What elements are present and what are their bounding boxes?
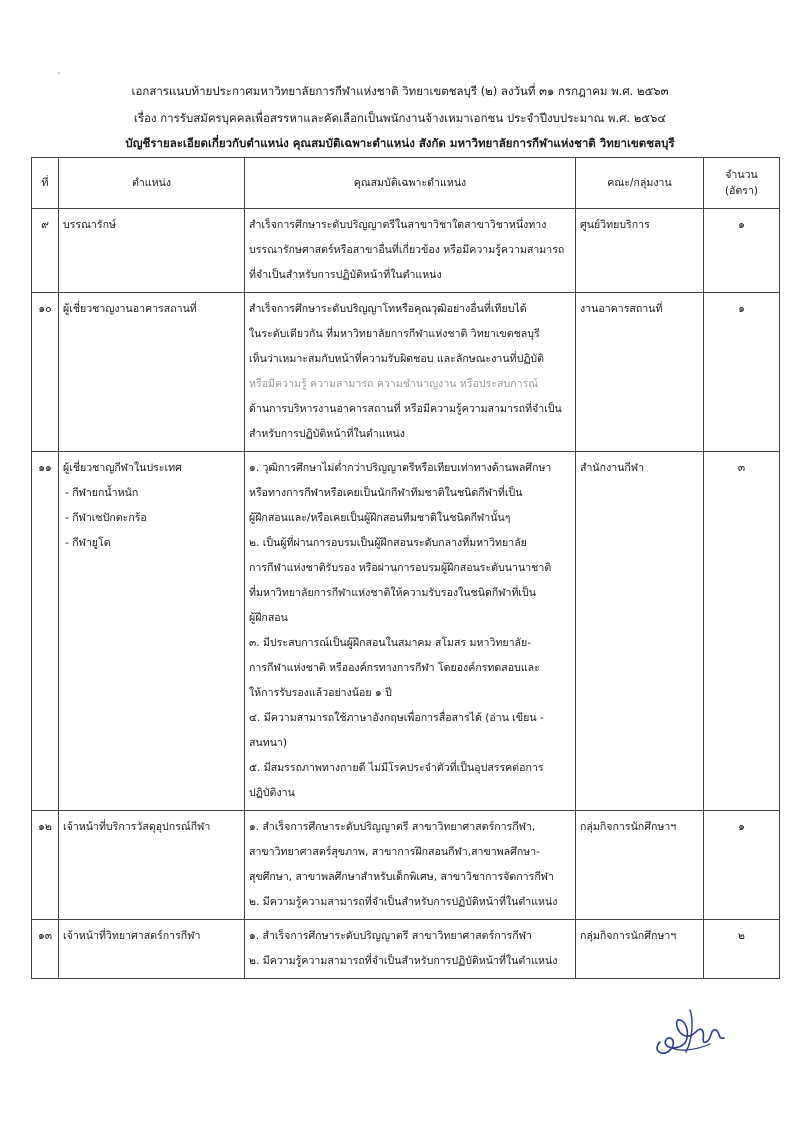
qualification-line: ปฏิบัติงาน (249, 787, 295, 799)
col-header-no: ที่ (32, 158, 59, 209)
row-position (59, 811, 245, 920)
row-qualification (245, 811, 576, 920)
row-count: ๑ (704, 811, 780, 920)
row-unit: ศูนย์วิทยบริการ (576, 209, 704, 293)
qualification-line: การกีฬาแห่งชาติรับรอง หรือผ่านการอบรมผู้ฝึกสอนระดับนานาชาติ (249, 562, 552, 574)
col-header-unit: คณะ/กลุ่มงาน (576, 158, 704, 209)
position-sub-item: - กีฬายูโด (65, 537, 111, 549)
position-title: ผู้เชี่ยวชาญงานอาคารสถานที่ (63, 303, 197, 315)
row-position (59, 209, 245, 293)
row-number: ๑๓ (32, 920, 59, 979)
qualification-line: ๒. มีความรู้ความสามารถที่จำเป็นสำหรับการปฏิบัติหน้าที่ในตำแหน่ง (249, 955, 558, 967)
row-count: ๑ (704, 209, 780, 293)
row-unit: กลุ่มกิจการนักศึกษาฯ (576, 920, 704, 979)
position-title: ผู้เชี่ยวชาญกีฬาในประเทศ (63, 462, 182, 474)
row-unit: สำนักงานกีฬา (576, 452, 704, 811)
qualification-line: ๓. มีประสบการณ์เป็นผู้ฝึกสอนในสมาคม สโมสร มหาวิทยาลัย- (249, 637, 532, 649)
position-title: เจ้าหน้าที่วิทยาศาสตร์การกีฬา (63, 930, 201, 942)
qualification-line: สำหรับการปฏิบัติหน้าที่ในตำแหน่ง (249, 428, 405, 440)
row-qualification (245, 209, 576, 293)
row-qualification (245, 920, 576, 979)
qualification-line: สำเร็จการศึกษาระดับปริญญาโทหรือคุณวุฒิอย่างอื่นที่เทียบได้ (249, 303, 527, 315)
qualification-line: เห็นว่าเหมาะสมกับหน้าที่ความรับผิดชอบ และลักษณะงานที่ปฏิบัติ (249, 353, 545, 365)
qualification-line: ในระดับเดียวกัน ที่มหาวิทยาลัยการกีฬาแห่งชาติ วิทยาเขตชลบุรี (249, 328, 540, 340)
qualification-line: สนทนา) (249, 737, 288, 749)
row-position (59, 452, 245, 811)
table-row (32, 811, 780, 920)
col-header-qualification: คุณสมบัติเฉพาะตำแหน่ง (245, 158, 576, 209)
row-position (59, 920, 245, 979)
row-number: ๑๑ (32, 452, 59, 811)
row-number: ๑๒ (32, 811, 59, 920)
row-unit: งานอาคารสถานที่ (576, 293, 704, 452)
row-count: ๑ (704, 293, 780, 452)
header-line-1: เอกสารแนบท้ายประกาศมหาวิทยาลัยการกีฬาแห่งชาติ วิทยาเขตชลบุรี (๒) ลงวันที่ ๓๑ กรกฎาคม พ.ศ. ๒๕๖๓ (131, 84, 669, 98)
row-number: ๙ (32, 209, 59, 293)
qualification-line: บรรณารักษศาสตร์หรือสาขาอื่นที่เกี่ยวข้อง หรือมีความรู้ความสามารถ (249, 244, 565, 256)
row-count: ๓ (704, 452, 780, 811)
qualification-line: สำเร็จการศึกษาระดับปริญญาตรีในสาขาวิชาใดสาขาวิชาหนึ่งทาง (249, 219, 547, 231)
row-unit: กลุ่มกิจการนักศึกษาฯ (576, 811, 704, 920)
row-position (59, 293, 245, 452)
qualification-line: สาขาวิทยาศาสตร์สุขภาพ, สาขาการฝึกสอนกีฬา,สาขาพลศึกษา- (249, 846, 541, 858)
col-header-count-line2: (อัตรา) (724, 185, 759, 197)
qualification-line: ๒. มีความรู้ความสามารถที่จำเป็นสำหรับการปฏิบัติหน้าที่ในตำแหน่ง (249, 896, 558, 908)
col-header-count (704, 158, 780, 209)
table-row (32, 293, 780, 452)
qualification-line: ๒. เป็นผู้ที่ผ่านการอบรมเป็นผู้ฝึกสอนระดับกลางที่มหาวิทยาลัย (249, 537, 527, 549)
signature-icon (650, 1000, 736, 1060)
table-header-row (32, 158, 780, 209)
qualification-line: ผู้ฝึกสอน (249, 612, 288, 624)
position-sub-item: - กีฬายกน้ำหนัก (65, 487, 139, 499)
row-qualification (245, 293, 576, 452)
row-qualification (245, 452, 576, 811)
qualification-line: ๑. สำเร็จการศึกษาระดับปริญญาตรี สาขาวิทยาศาสตร์การกีฬา (249, 930, 532, 942)
position-title: บรรณารักษ์ (63, 219, 116, 231)
qualification-line: หรือทางการกีฬาหรือเคยเป็นนักกีฬาทีมชาติในชนิดกีฬาที่เป็น (249, 487, 523, 499)
qualification-line: ที่มหาวิทยาลัยการกีฬาแห่งชาติให้ความรับรองในชนิดกีฬาที่เป็น (249, 587, 537, 599)
qualification-line: ๕. มีสมรรถภาพทางกายดี ไม่มีโรคประจำตัวที่เป็นอุปสรรคต่อการ (249, 762, 544, 774)
row-count: ๒ (704, 920, 780, 979)
position-sub-item: - กีฬาเซปักตะกร้อ (65, 512, 147, 524)
positions-table (31, 157, 780, 979)
qualification-line: สุขศึกษา, สาขาพลศึกษาสำหรับเด็กพิเศษ, สาขาวิชาการจัดการกีฬา (249, 871, 554, 883)
qualification-line: ผู้ฝึกสอนและ/หรือเคยเป็นผู้ฝึกสอนทีมชาติในชนิดกีฬานั้นๆ (249, 512, 511, 524)
table-row (32, 209, 780, 293)
qualification-line: ๔. มีความสามารถใช้ภาษาอังกฤษเพื่อการสื่อสารได้ (อ่าน เขียน - (249, 712, 544, 724)
qualification-line: ที่จำเป็นสำหรับการปฏิบัติหน้าที่ในตำแหน่ง (249, 269, 442, 281)
col-header-position: ตำแหน่ง (59, 158, 245, 209)
position-title: เจ้าหน้าที่บริการวัสดุอุปกรณ์กีฬา (63, 821, 211, 833)
qualification-line: ด้านการบริหารงานอาคารสถานที่ หรือมีความรู้ความสามารถที่จำเป็น (249, 403, 562, 415)
table-row (32, 920, 780, 979)
scan-speck (58, 72, 60, 74)
table-body (32, 209, 780, 979)
qualification-line: หรือมีความรู้ ความสามารถ ความชำนาญงาน หรือประสบการณ์ (249, 378, 539, 390)
row-number: ๑๐ (32, 293, 59, 452)
table-row (32, 452, 780, 811)
header-line-2: เรื่อง การรับสมัครบุคคลเพื่อสรรหาและคัดเลือกเป็นพนักงานจ้างเหมาเอกชน ประจำปีงบประมาณ พ.ศ. ๒๕๖๔ (133, 111, 667, 125)
header-line-3: บัญชีรายละเอียดเกี่ยวกับตำแหน่ง คุณสมบัติเฉพาะตำแหน่ง สังกัด มหาวิทยาลัยการกีฬาแห่งชาติ วิทยาเขตชลบุรี (125, 136, 675, 150)
qualification-line: ๑. วุฒิการศึกษาไม่ต่ำกว่าปริญญาตรีหรือเทียบเท่าทางด้านพลศึกษา (249, 462, 552, 474)
qualification-line: การกีฬาแห่งชาติ หรือองค์กรทางการกีฬา โดยองค์กรทดสอบและ (249, 662, 540, 674)
qualification-line: ให้การรับรองแล้วอย่างน้อย ๑ ปี (249, 687, 392, 699)
col-header-count-line1: จำนวน (725, 169, 758, 181)
qualification-line: ๑. สำเร็จการศึกษาระดับปริญญาตรี สาขาวิทยาศาสตร์การกีฬา, (249, 821, 536, 833)
